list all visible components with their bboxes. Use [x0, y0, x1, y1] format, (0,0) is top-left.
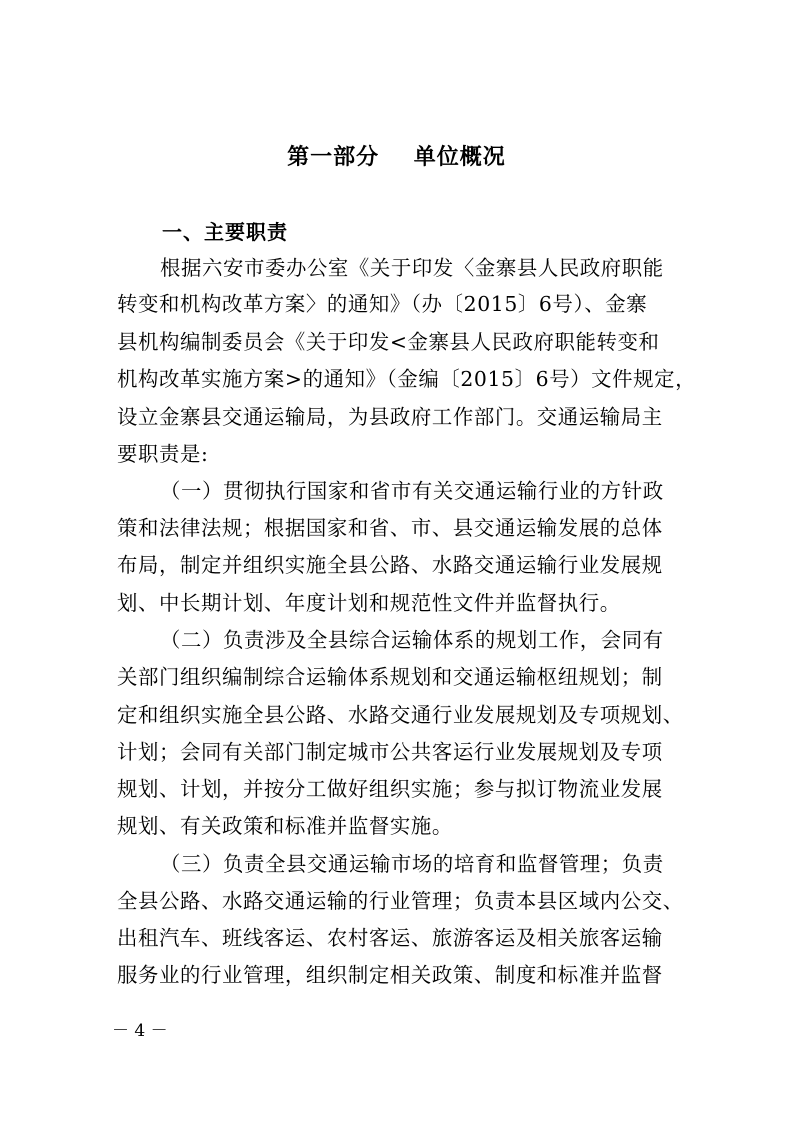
- paragraph-line: 要职责是:: [117, 442, 209, 466]
- part-title: 第一部分 单位概况: [287, 145, 506, 170]
- paragraph-line: 划、中长期计划、年度计划和规范性文件并监督执行。: [117, 591, 621, 615]
- paragraph-line: 规划、计划，并按分工做好组织实施；参与拟订物流业发展: [117, 777, 663, 801]
- paragraph-line: 策和法律法规；根据国家和省、市、县交通运输发展的总体: [117, 516, 663, 540]
- paragraph-line: （二）负责涉及全县综合运输体系的规划工作，会同有: [160, 628, 664, 652]
- paragraph-line: 规划、有关政策和标准并监督实施。: [117, 814, 453, 838]
- paragraph-line: 计划；会同有关部门制定城市公共客运行业发展规划及专项: [117, 740, 663, 764]
- page-number: － 4 －: [112, 1021, 168, 1041]
- paragraph-line: 设立金寨县交通运输局，为县政府工作部门。交通运输局主: [117, 405, 663, 429]
- paragraph-line: 根据六安市委办公室《关于印发〈金寨县人民政府职能: [160, 256, 664, 280]
- section-heading: 一、主要职责: [162, 220, 288, 244]
- paragraph-line: （一）贯彻执行国家和省市有关交通运输行业的方针政: [160, 479, 664, 503]
- paragraph-line: 机构改革实施方案>的通知》（金编〔2015〕6号）文件规定，: [117, 367, 697, 391]
- paragraph-line: 出租汽车、班线客运、农村客运、旅游客运及相关旅客运输: [117, 926, 663, 950]
- paragraph-line: 定和组织实施全县公路、水路交通行业发展规划及专项规划、: [117, 703, 684, 727]
- paragraph-line: 布局，制定并组织实施全县公路、水路交通运输行业发展规: [117, 553, 663, 577]
- paragraph-line: （三）负责全县交通运输市场的培育和监督管理；负责: [160, 852, 664, 876]
- paragraph-line: 全县公路、水路交通运输的行业管理；负责本县区域内公交、: [117, 889, 684, 913]
- paragraph-line: 关部门组织编制综合运输体系规划和交通运输枢纽规划；制: [117, 665, 663, 689]
- paragraph-line: 县机构编制委员会《关于印发<金寨县人民政府职能转变和: [117, 330, 660, 354]
- paragraph-line: 转变和机构改革方案〉的通知》（办〔2015〕6号）、金寨: [117, 292, 648, 316]
- paragraph-line: 服务业的行业管理，组织制定相关政策、制度和标准并监督: [117, 963, 663, 987]
